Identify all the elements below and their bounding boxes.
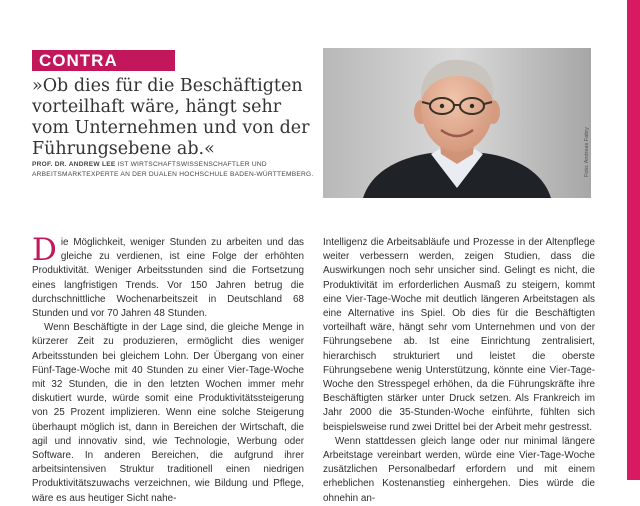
- article-paragraph: Wenn Beschäftigte in der Lage sind, die gleiche Menge in kürzerer Zeit zu produzieren, ermöglicht dies weniger Arbeitsstunden bei gleichem Lohn. Der Übergang von einer Fünf-Tage-Woche mit 40 Stunden zu einer Vier-Tage-Woche mit 32 Stunden, die in den letzten Wochen immer mehr diskutiert wurde, würde somit eine Produktivitätssteigerung von 25 Prozent implizieren. Wenn eine solche Steigerung überhaupt möglich ist, dann in Bereichen der Wirtschaft, die agil und innovativ sind, wie Technologie, Werbung oder Software. In anderen Bereichen, die aufgrund ihrer arbeitsintensiven Struktur traditionell einen niedrigen Produktivitätszuwachs verzeichnen, wie Bildung und Pflege, wäre es aus heutiger Sicht nahe-: [32, 322, 304, 504]
- pull-quote: »Ob dies für die Beschäftigten vorteilhaft wäre, hängt sehr vom Unternehmen und von der Führungsebene ab.«: [32, 76, 310, 159]
- section-label: CONTRA: [32, 50, 175, 71]
- paragraph-text: ie Möglichkeit, weniger Stunden zu arbeiten und das gleiche zu verdienen, ist eine Folge der erhöhten Produktivität. Weniger Arbeitsstunden sind die Fortsetzung eines langfristigen Trends. Vor 150 Jahren betrug die durchschnittliche Wochenarbeitszeit in Deutschland 68 Stunden und vor 70 Jahren 48 Stunden.: [32, 237, 304, 320]
- drop-cap: D: [32, 232, 57, 268]
- author-byline: [32, 160, 317, 180]
- article-paragraph: Wenn stattdessen gleich lange oder nur minimal längere Arbeitstage vereinbart werden, würde eine Vier-Tage-Woche zusätzlichen Personalbedarf erfordern und mit einem erheblichen Kostenanstieg einhergehen. Dies würde die ohnehin an-: [323, 435, 595, 504]
- author-name: PROF. DR. ANDREW LEE: [32, 161, 116, 168]
- author-role: IST WIRTSCHAFTSWISSENSCHAFTLER UND ARBEITSMARKTEXPERTE AN DER DUALEN HOCHSCHULE BADEN-WÜRTTEMBERG.: [32, 161, 314, 178]
- article-column-right: [323, 236, 595, 506]
- article-column-left: [32, 232, 304, 506]
- article-paragraph: [32, 232, 304, 321]
- author-portrait: [323, 48, 591, 198]
- photo-credit: Foto: Andreas Fabry: [584, 127, 590, 177]
- article-paragraph: Intelligenz die Arbeitsabläufe und Prozesse in der Altenpflege weiter verbessern werden, zeigen Studien, dass die Auswirkungen noch sehr unsicher sind. Gelingt es nicht, die Produktivität im erforderlichen Ausmaß zu steigern, kommt eine Vier-Tage-Woche mit deutlich längeren Arbeitstagen als eine Alternative ins Spiel. Ob dies für die Beschäftigten vorteilhaft wäre, hängt sehr vom Unternehmen und von der Führungsebene ab. Ist eine Einrichtung zentralisiert, hierarchisch strukturiert und leistet die oberste Führungsebene wenig Unterstützung, könnte eine Vier-Tage-Woche den Stresspegel erhöhen, da die Führungskräfte ihre Beschäftigten stärker unter Druck setzen. Als Frankreich im Jahr 2000 die 35-Stunden-Woche einführte, fühlten sich beispielsweise rund zwei Drittel bei der Arbeit mehr gestresst.: [323, 237, 595, 433]
- edge-color-bar: [627, 0, 640, 480]
